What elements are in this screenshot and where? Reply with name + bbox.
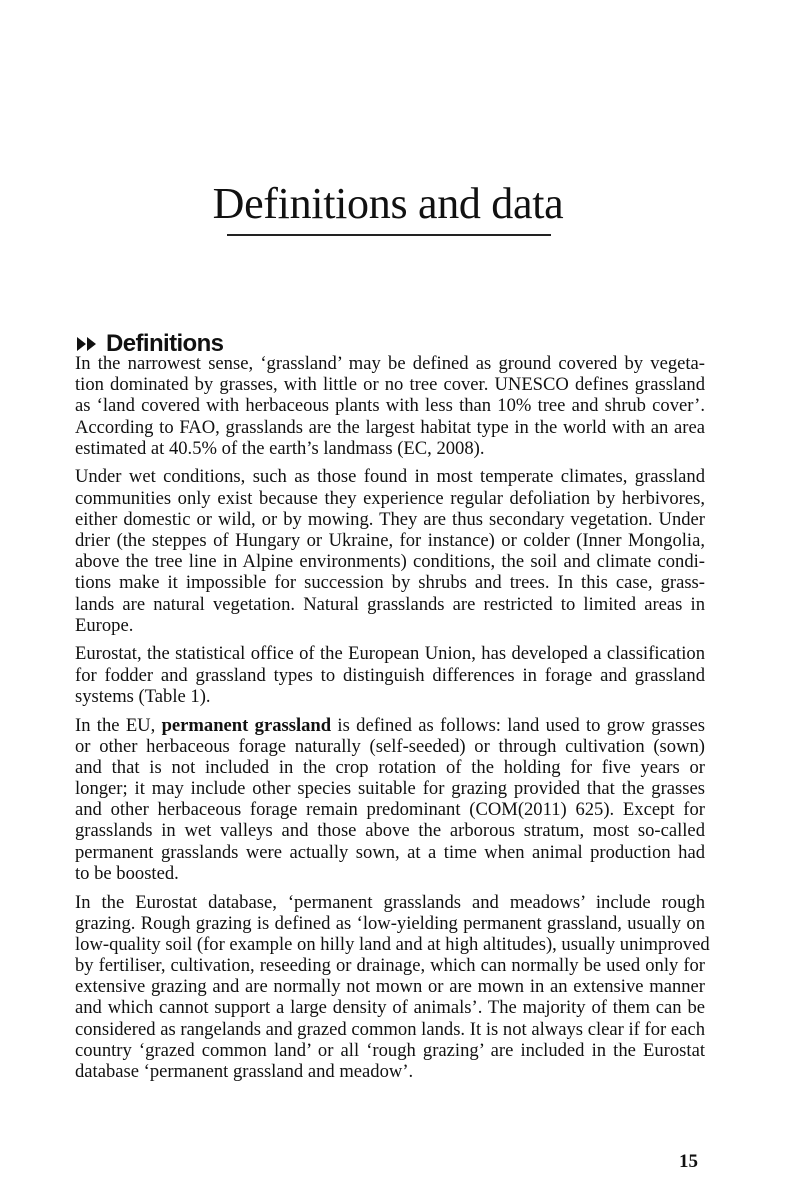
text-line: country ‘grazed common land’ or all ‘rough grazing’ are included in the Eurostat	[75, 1039, 705, 1061]
paragraph	[75, 643, 705, 707]
double-arrow-icon	[76, 336, 98, 352]
paragraph	[75, 466, 705, 636]
text-line: According to FAO, grasslands are the largest habitat type in the world with an area	[75, 416, 705, 438]
text-span: is defined as follows: land used to grow grasses	[331, 714, 705, 736]
text-line: systems (Table 1).	[75, 685, 211, 707]
text-span: In the EU,	[75, 714, 162, 736]
text-line: drier (the steppes of Hungary or Ukraine, for instance) or colder (Inner Mongolia,	[75, 530, 705, 551]
page-number: 15	[679, 1151, 698, 1172]
text-line: longer; it may include other species suitable for grazing provided that the grasses	[75, 778, 705, 800]
bold-term: permanent grassland	[161, 714, 332, 736]
text-line: low-quality soil (for example on hilly land and at high altitudes), usually unimproved	[75, 933, 710, 955]
title-underline	[227, 234, 551, 236]
paragraph	[75, 715, 705, 885]
text-line: tions make it impossible for succession by shrubs and trees. In this case, grass-	[75, 572, 705, 594]
text-line: database ‘permanent grassland and meadow’.	[75, 1061, 414, 1082]
paragraph	[75, 891, 710, 1083]
text-line	[75, 715, 705, 736]
paragraph	[75, 353, 705, 459]
text-line: either domestic or wild, or by mowing. They are thus secondary vegetation. Under	[75, 508, 705, 530]
text-line: and that is not included in the crop rotation of the holding for five years or	[75, 756, 705, 778]
text-line: extensive grazing and are normally not mown or are mown in an extensive manner	[75, 976, 705, 998]
text-line: Europe.	[75, 614, 134, 636]
body-text	[75, 353, 710, 1090]
text-line: tion dominated by grasses, with little or no tree cover. UNESCO defines grassland	[75, 374, 705, 396]
text-line: to be boosted.	[75, 862, 179, 884]
text-line: considered as rangelands and grazed common lands. It is not always clear if for each	[75, 1018, 705, 1040]
text-line: and other herbaceous forage remain predominant (COM(2011) 625). Except for	[75, 799, 705, 821]
text-line: In the narrowest sense, ‘grassland’ may be defined as ground covered by vegeta-	[75, 353, 705, 374]
text-line: communities only exist because they experience regular defoliation by herbivores,	[75, 487, 705, 509]
text-line: In the Eurostat database, ‘permanent grasslands and meadows’ include rough	[75, 891, 705, 913]
text-line: grazing. Rough grazing is defined as ‘low-yielding permanent grassland, usually on	[75, 912, 705, 934]
text-line: Eurostat, the statistical office of the European Union, has developed a classification	[75, 643, 705, 665]
text-line: as ‘land covered with herbaceous plants with less than 10% tree and shrub cover’.	[75, 395, 705, 417]
text-line: estimated at 40.5% of the earth’s landmass (EC, 2008).	[75, 437, 485, 459]
text-line: or other herbaceous forage naturally (self-seeded) or through cultivation (sown)	[75, 735, 705, 757]
text-line: above the tree line in Alpine environments) conditions, the soil and climate condi-	[75, 551, 705, 573]
text-line: grasslands in wet valleys and those above the arborous stratum, most so-called	[75, 820, 705, 842]
section-heading-text: Definitions	[106, 330, 224, 357]
text-line: for fodder and grassland types to distinguish differences in forage and grassland	[75, 664, 705, 686]
text-line: and which cannot support a large density of animals’. The majority of them can be	[75, 997, 705, 1019]
text-line: by fertiliser, cultivation, reseeding or drainage, which can normally be used only for	[75, 955, 705, 977]
chapter-title: Definitions and data	[212, 179, 564, 228]
text-line: permanent grasslands were actually sown, at a time when animal production had	[75, 841, 705, 863]
text-line: Under wet conditions, such as those found in most temperate climates, grassland	[75, 466, 705, 488]
text-line: lands are natural vegetation. Natural grasslands are restricted to limited areas in	[75, 593, 705, 615]
